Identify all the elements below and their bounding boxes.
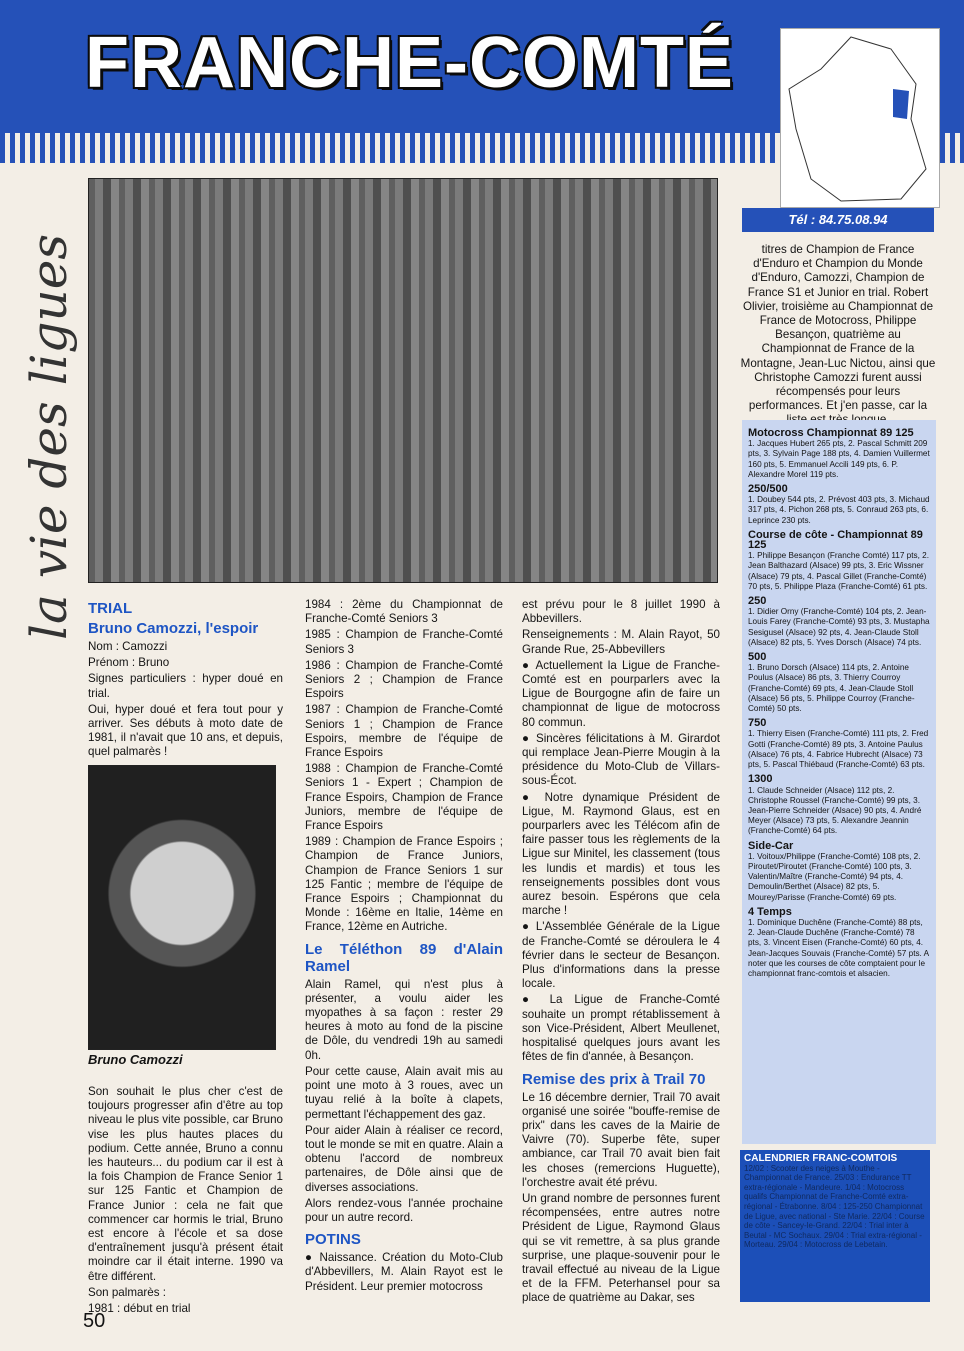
trial-rider-photo	[88, 178, 718, 583]
text: ● La Ligue de Franche-Comté souhaite un prompt rétablissement à son Vice-Président, Albert Meullenet, hospitalisé quelques jours avant les fêtes de fin d'année, à Besançon.	[522, 993, 720, 1064]
france-map	[780, 28, 940, 208]
text: ● Notre dynamique Président de Ligue, M. Raymond Glaus, est en pourparlers avec les Télécom afin de faire passer tous les règlements de la Ligue sur Minitel, les classement (tous les lundis et mardis) et tous les renseignements possibles dont vous aurez besoin. Espérons que cela marche !	[522, 790, 720, 918]
text: Un grand nombre de personnes furent récompensées, entre autres notre Président de Ligue, Raymond Glaus qui se vit remettre, à sa plus grande surprise, une plaque-souvenir pour le travail effectué au niveau de la Ligue et de la FFM. Peterhansel pour sa place de quatrième au Dakar, ses	[522, 1191, 720, 1305]
text: Alors rendez-vous l'année prochaine pour un autre record.	[305, 1196, 503, 1224]
text: Le 16 décembre dernier, Trail 70 avait organisé une soirée "bouffe-remise de prix" dans les caves de la Mairie de Vaivre (70). Superbe fête, super ambiance, car Trail 70 avait bien fait les choses (remercions Huguette), l'orchestre avait été prévu.	[522, 1090, 720, 1189]
telephone-banner: Tél : 84.75.08.94	[742, 208, 934, 232]
results-heading: 250/500	[748, 483, 788, 496]
section-script-title: la vie des ligues	[20, 233, 78, 640]
middle-column	[305, 598, 503, 1296]
trial-heading: TRIAL	[88, 600, 133, 617]
text: Oui, hyper doué et fera tout pour y arriver. Ses débuts à moto date de 1981, il n'avait que 10 ans, et depuis, quel palmarès !	[88, 702, 283, 759]
right-column	[522, 598, 720, 1308]
results-text: 1. Philippe Besançon (Franche Comté) 117 pts, 2. Jean Balthazard (Alsace) 99 pts, 3. Eric Wissner (Alsace) 79 pts, 4. Pascal Gillet (Franche-Comté) 70 pts, 5. Philippe Plaza (Franche-Comté) 61 pts.	[748, 551, 929, 591]
results-text: 1. Didier Orny (Franche-Comté) 104 pts, 2. Jean-Louis Farey (Franche-Comté) 93 pts, 3. Mustapha Sesigusel (Alsace) 92 pts, 4. Jean-Claude Stoll (Alsace) 82 pts, 5. Yves Dorsch (Alsace) 74 pts.	[748, 607, 930, 647]
text: Pour aider Alain à réaliser ce record, tout le monde se mit en quatre. Alain a obtenu l'accord de nombreux partenaires, de Dôle ainsi que de diverses associations.	[305, 1123, 503, 1194]
text: Alain Ramel, qui n'est plus à présenter, a voulu aider les myopathes à sa façon : rester 29 heures à moto au fond de la piscine de Dôle, du vendredi 19h au samedi 0h.	[305, 977, 503, 1062]
calendar-box	[740, 1150, 930, 1302]
results-heading: 1300	[748, 773, 773, 786]
text: ● Actuellement la Ligue de Franche-Comté est en pourparlers avec la Ligue de Bourgogne afin de faire un championnat de ligue de motocross 80 commun.	[522, 658, 720, 729]
results-text: 1. Dominique Duchêne (Franche-Comté) 88 pts, 2. Jean-Claude Duchêne (Franche-Comté) 78 pts, 3. Vincent Eisen (Franche-Comté) 60 pts, 4. Jean-Jacques Souvais (Franche-Comté) 57 pts. A noter que les courses de côte comptaient pour le championnat franc-comtois et alsacien.	[748, 917, 929, 978]
text: Son palmarès :	[88, 1285, 166, 1299]
telethon-heading: Le Téléthon 89 d'Alain Ramel	[305, 940, 503, 975]
text: Nom : Camozzi	[88, 640, 168, 653]
results-heading: 750	[748, 717, 767, 730]
portrait-photo	[88, 765, 276, 1050]
trail70-heading: Remise des prix à Trail 70	[522, 1070, 706, 1088]
results-text: 1. Doubey 544 pts, 2. Prévost 403 pts, 3. Michaud 317 pts, 4. Pichon 268 pts, 5. Conraud 263 pts, 6. Leprince 230 pts.	[748, 495, 930, 525]
text: ● Naissance. Création du Moto-Club d'Abbevillers, M. Alain Rayot est le Président. Leur premier motocross	[305, 1251, 503, 1293]
text: 1985 : Champion de Franche-Comté Seniors 3	[305, 628, 503, 656]
text: titres de Champion de France d'Enduro et Champion du Monde d'Enduro, Camozzi, Champion de France S1 et Junior en trial. Robert Olivier, troisième au Championnat de France de Motocross, Philippe Besançon, quatrième au Championnat de France de la Montagne, Jean-Luc Nictou, ainsi que Christophe Camozzi furent aussi récompensés pour leurs performances. Et j'en passe, car la	[740, 243, 936, 413]
text: Pour cette cause, Alain avait mis au point une moto à 3 roues, avec un tuyau relié à la boîte à clapets, permettant l'échappement des gaz.	[305, 1064, 503, 1121]
page-title: FRANCHE-COMTÉ	[85, 23, 734, 103]
text: 1987 : Champion de Franche-Comté Seniors 1 ; Champion de France Espoirs, membre de l'équipe de France Espoirs	[305, 703, 503, 760]
results-heading: 500	[748, 651, 767, 664]
trial-column-top	[88, 600, 283, 762]
text: 1988 : Champion de Franche-Comté Seniors 1 - Expert ; Champion de France Espoirs, Champion de France Juniors, membre de l'équipe de France Espoirs	[305, 762, 503, 833]
far-column	[740, 243, 936, 430]
potins-heading: POTINS	[305, 1231, 361, 1249]
text: 1984 : 2ème du Championnat de Franche-Comté Seniors 3	[305, 598, 503, 626]
calendar-text: 12/02 : Scooter des neiges à Mouthe - Championnat de France. 25/03 : Endurance TT extra-régionale - Mandeure. 1/04 : Motocross qualifs Championnat de Franche-Comté extra-régional - Étrabonne. 8/04 : 125-250 Championnat de Ligue, avec national - Ste Marie. 22/04 : Course de côte - Sancey-le-Grand. 22/04 : Trial inter à Beutal - MC Sochaux. 29/04 : Trial extra-régional - Morteau. 29/04 : Motocross de Lebetain.	[744, 1163, 925, 1250]
trial-subheading: Bruno Camozzi, l'espoir	[88, 620, 259, 637]
results-text: 1. Jacques Hubert 265 pts, 2. Pascal Schmitt 209 pts, 3. Sylvain Page 188 pts, 4. Damien Vuillermet 160 pts, 5. Emmanuel Accili 149 pts, 6. P. Alexandre Morel 119 pts.	[748, 439, 930, 479]
results-heading: Motocross Championnat 89 125	[748, 427, 914, 439]
results-text: 1. Voitoux/Philippe (Franche-Comté) 108 pts, 2. Piroutet/Piroutet (Franche-Comté) 100 pts, 3. Valentin/Maître (Franche-Comté) 94 pts, 4. Demoulin/Berthet (Alsace) 82 pts, 5. Mourey/Parisse (Franche-Comté) 69 pts.	[748, 851, 921, 902]
results-box	[742, 420, 936, 1144]
calendar-heading: CALENDRIER FRANC-COMTOIS	[744, 1153, 898, 1164]
results-heading: 4 Temps	[748, 905, 792, 918]
results-text: 1. Thierry Eisen (Franche-Comté) 111 pts, 2. Fred Gotti (Franche-Comté) 89 pts, 3. Antoine Paulus (Alsace) 76 pts, 4. Fabrice Hubrecht (Alsace) 73 pts, 5. Pascal Thiébaud (Franche-Comté) 63 pts.	[748, 729, 929, 770]
results-text: 1. Bruno Dorsch (Alsace) 114 pts, 2. Antoine Poulus (Alsace) 86 pts, 3. Thierry Courroy (Franche-Comté) 69 pts, 4. Jean-Claude Stoll (Alsace) 56 pts, 5. Philippe Courroy (Franche-Comté) 50 pts.	[748, 663, 915, 714]
text: 1986 : Champion de Franche-Comté Seniors 2 ; Champion de France Espoirs	[305, 658, 503, 701]
results-text: 1. Claude Schneider (Alsace) 112 pts, 2. Christophe Roussel (Franche-Comté) 99 pts, 3. Jean-Pierre Schneider (Alsace) 90 pts, 4. André Meyer (Alsace) 73 pts, 5. Alexandre Jeannin (Franche-Comté) 64 pts.	[748, 785, 922, 836]
portrait-caption: Bruno Camozzi	[88, 1052, 183, 1067]
results-heading: Course de côte - Championnat 89 125	[748, 528, 923, 552]
text: Son souhait le plus cher c'est de toujours progresser afin d'être au top niveau le plus vite possible, car Bruno vise les plus hautes places du podium. Cette année, Bruno a connu les hauteurs... du podium car il est à la fois Champion de France Senior 1 sur 125 Fantic et Champion de France Junior : cela ne fait que commencer car hormis le trial, Bruno est encore à l'école et sa dose d'entraînement jusqu'à présent était moindre car il était interne. 1990 va être différent.	[88, 1085, 283, 1283]
text: ● L'Assemblée Générale de la Ligue de Franche-Comté se déroulera le 4 février dans le secteur de Besançon. Plus d'informations dans la presse locale.	[522, 920, 720, 991]
results-heading: Side-Car	[748, 839, 794, 852]
text: Renseignements : M. Alain Rayot, 50 Grande Rue, 25-Abbevillers	[522, 628, 720, 656]
trial-column-bottom	[88, 1085, 283, 1318]
text: ● Sincères félicitations à M. Girardot qui remplace Jean-Pierre Mougin à la présidence du Moto-Club de Villars-sous-Écot.	[522, 731, 720, 788]
text: 1981 : début en trial	[88, 1302, 191, 1316]
text: est prévu pour le 8 juillet 1990 à Abbevillers.	[522, 598, 720, 626]
text: 1989 : Champion de France Espoirs ; Champion de France Juniors, Champion de France Seniors 1 sur 125 Fantic ; membre de l'équipe de France Espoirs ; Championnat du Monde : 16ème en Italie, 14ème en France, 12ème en Autriche.	[305, 835, 503, 934]
text: Signes particuliers : hyper doué en trial.	[88, 672, 283, 700]
results-heading: 250	[748, 595, 767, 608]
page-number: 50	[83, 1310, 106, 1332]
text: Prénom : Bruno	[88, 656, 170, 670]
